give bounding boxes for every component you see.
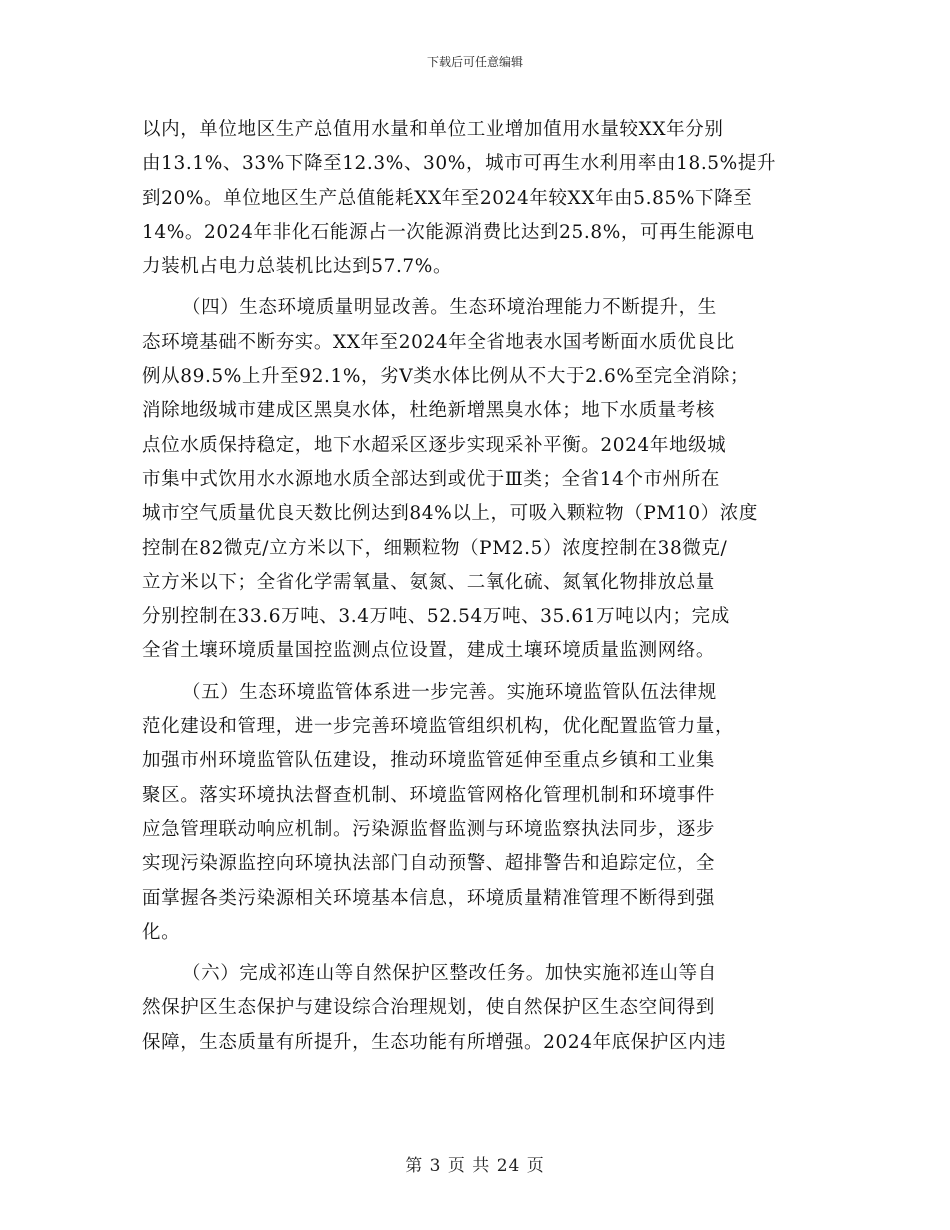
paragraph-section-6 [142, 957, 802, 1060]
text-line: （五）生态环境监管体系进一步完善。实施环境监管队伍法律规 [182, 681, 717, 703]
text-line: 聚区。落实环境执法督查机制、环境监管网格化管理机制和环境事件 [142, 784, 716, 806]
text-line: 全省土壤环境质量国控监测点位设置，建成土壤环境质量监测网络。 [142, 640, 716, 662]
text-line: 实现污染源监控向环境执法部门自动预警、超排警告和追踪定位，全 [142, 853, 716, 875]
document-body [142, 113, 802, 1060]
text-line: 点位水质保持稳定，地下水超采区逐步实现采补平衡。2024年地级城 [142, 434, 727, 456]
text-line: 市集中式饮用水水源地水质全部达到或优于Ⅲ类；全省14个市州所在 [142, 468, 720, 490]
text-line: 保障，生态质量有所提升，生态功能有所增强。2024年底保护区内违 [142, 1031, 727, 1053]
text-line: 然保护区生态保护与建设综合治理规划，使自然保护区生态空间得到 [142, 997, 716, 1019]
text-line: 态环境基础不断夯实。XX年至2024年全省地表水国考断面水质优良比 [142, 331, 735, 353]
paragraph-intro [142, 113, 802, 284]
text-line: 例从89.5%上升至92.1%，劣Ⅴ类水体比例从不大于2.6%至完全消除； [142, 366, 750, 388]
text-line: 面掌握各类污染源相关环境基本信息，环境质量精准管理不断得到强 [142, 887, 716, 909]
text-line: （六）完成祁连山等自然保护区整改任务。加快实施祁连山等自 [182, 963, 717, 985]
text-line: 控制在82微克/立方米以下，细颗粒物（PM2.5）浓度控制在38微克/ [142, 537, 728, 559]
text-line: 分别控制在33.6万吨、3.4万吨、52.54万吨、35.61万吨以内；完成 [142, 606, 730, 628]
text-line: 应急管理联动响应机制。污染源监督监测与环境监察执法同步，逐步 [142, 818, 716, 840]
text-line: 由13.1%、33%下降至12.3%、30%，城市可再生水利用率由18.5%提升 [142, 153, 777, 175]
text-line: 消除地级城市建成区黑臭水体，杜绝新增黑臭水体；地下水质量考核 [142, 400, 716, 422]
paragraph-section-5 [142, 676, 802, 950]
paragraph-section-4 [142, 291, 802, 668]
text-line: 力装机占电力总装机比达到57.7%。 [142, 256, 453, 278]
text-line: 化。 [142, 921, 181, 943]
text-line: 城市空气质量优良天数比例达到84%以上，可吸入颗粒物（PM10）浓度 [142, 503, 758, 525]
page-header: 下载后可任意编辑 [426, 55, 523, 69]
text-line: 加强市州环境监管队伍建设，推动环境监管延伸至重点乡镇和工业集 [142, 750, 716, 772]
text-line: 范化建设和管理，进一步完善环境监管组织机构，优化配置监管力量， [142, 716, 735, 738]
text-line: （四）生态环境质量明显改善。生态环境治理能力不断提升，生 [182, 297, 717, 319]
text-line: 以内，单位地区生产总值用水量和单位工业增加值用水量较XX年分别 [142, 119, 724, 140]
text-line: 立方米以下；全省化学需氧量、氨氮、二氧化硫、氮氧化物排放总量 [142, 571, 716, 593]
page-number-footer: 第 3 页 共 24 页 [405, 1156, 545, 1176]
text-line: 14%。2024年非化石能源占一次能源消费比达到25.8%，可再生能源电 [142, 221, 755, 243]
text-line: 到20%。单位地区生产总值能耗XX年至2024年较XX年由5.85%下降至 [142, 187, 753, 209]
